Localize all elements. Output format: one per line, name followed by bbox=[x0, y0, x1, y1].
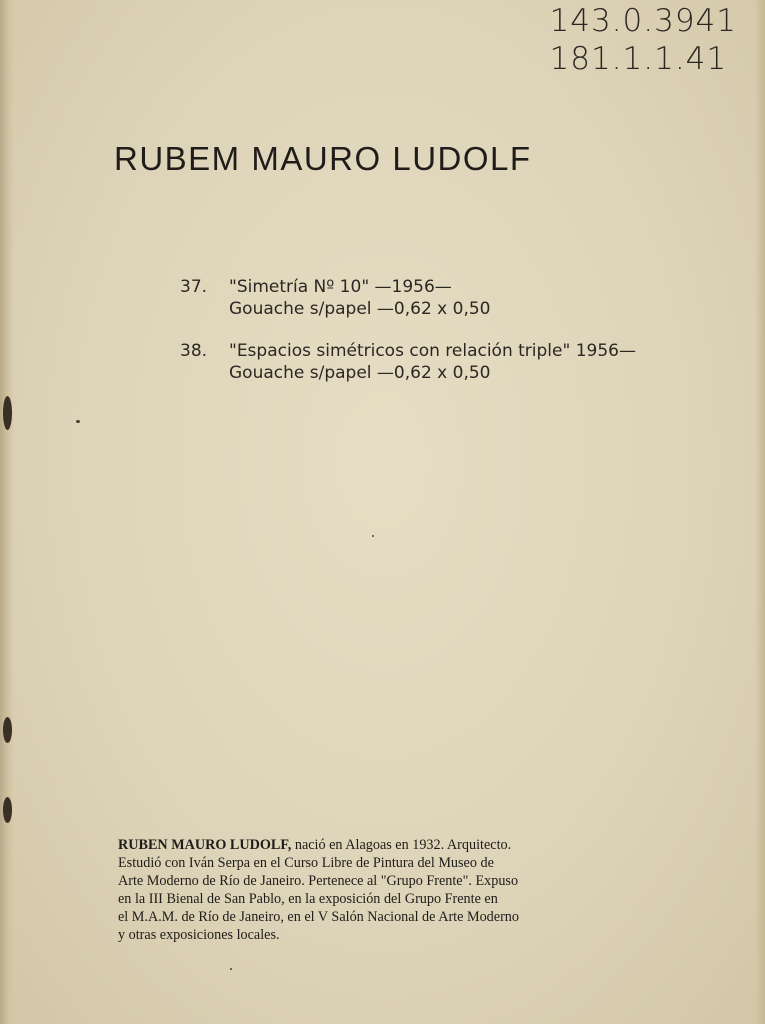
artist-biography bbox=[118, 836, 664, 944]
entry-title-line: "Espacios simétricos con relación triple" 1956— bbox=[229, 341, 636, 361]
bio-line: y otras exposiciones locales. bbox=[118, 927, 280, 943]
binding-hole-mark bbox=[3, 396, 12, 430]
bio-line: en la III Bienal de San Pablo, en la exposición del Grupo Frente en bbox=[118, 891, 498, 907]
paper-speck bbox=[76, 420, 80, 423]
entry-number: 37. bbox=[180, 277, 208, 297]
binding-hole-mark bbox=[3, 797, 12, 823]
handwritten-note: 143.0.3941 bbox=[549, 3, 737, 39]
bio-line: Arte Moderno de Río de Janeiro. Pertenece al "Grupo Frente". Expuso bbox=[118, 873, 519, 889]
entry-medium-line: Gouache s/papel —0,62 x 0,50 bbox=[229, 363, 491, 383]
handwritten-note: 181.1.1.41 bbox=[549, 41, 728, 77]
paper-speck bbox=[230, 968, 232, 970]
handwritten-catalog-numbers bbox=[550, 2, 738, 78]
entry-medium-line: Gouache s/papel —0,62 x 0,50 bbox=[229, 299, 491, 319]
page-right-edge bbox=[755, 0, 765, 1024]
bio-line: el M.A.M. de Río de Janeiro, en el V Salón Nacional de Arte Moderno bbox=[118, 909, 519, 925]
artwork-list bbox=[180, 276, 636, 404]
bio-line: Estudió con Iván Serpa en el Curso Libre de Pintura del Museo de bbox=[118, 855, 494, 871]
entry-title-line: "Simetría Nº 10" —1956— bbox=[229, 277, 452, 297]
bio-artist-name: RUBEN MAURO LUDOLF, bbox=[118, 837, 292, 853]
bio-line bbox=[118, 836, 664, 854]
entry-number: 38. bbox=[180, 341, 208, 361]
paper-speck bbox=[372, 535, 374, 537]
artwork-entry bbox=[180, 276, 636, 320]
artist-title: RUBEM MAURO LUDOLF bbox=[114, 140, 532, 177]
binding-hole-mark bbox=[3, 717, 12, 743]
artwork-entry bbox=[180, 340, 636, 384]
bio-text: nació en Alagoas en 1932. Arquitecto. bbox=[291, 837, 512, 853]
page-left-edge bbox=[0, 0, 14, 1024]
